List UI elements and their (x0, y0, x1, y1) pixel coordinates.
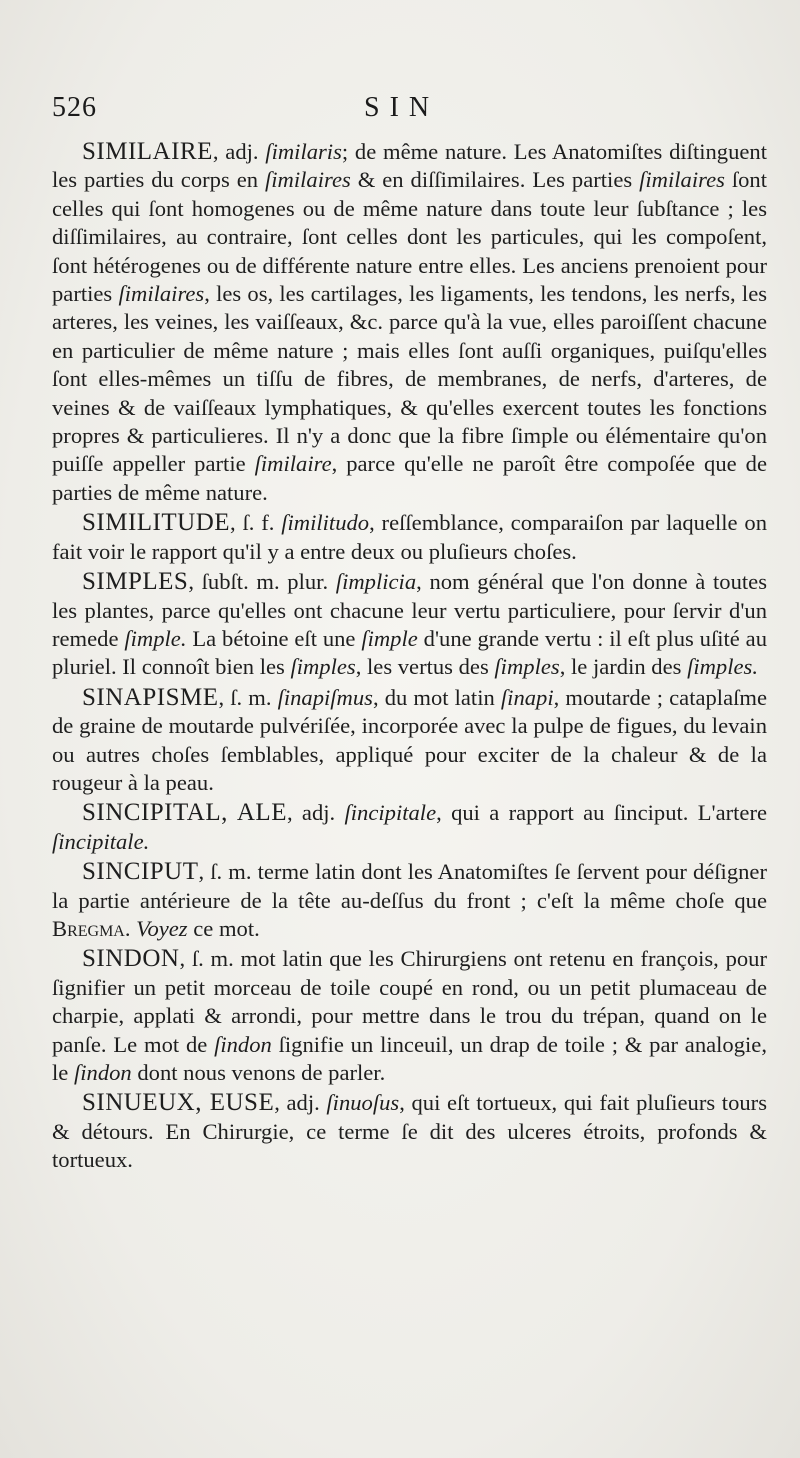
italic-term: ſindon (73, 1060, 132, 1085)
entry-text: , ſ. m. mot latin que les Chirurgiens ont retenu en françois, pour ſignifier un petit morceau de toile coupé en rond, ou un petit plumaceau de charpie, applati & arrondi, pour mettre dans le trou du trépan, quand on le panſe. Le mot de (52, 946, 767, 1057)
italic-term: ſimple. (124, 625, 187, 651)
italic-term: ſinuoſus (326, 1090, 400, 1116)
entry-headword: SIMILAIRE (82, 138, 213, 165)
entry-headword: SINDON (82, 945, 180, 973)
entry-text: , parce qu'elle ne paroît être compoſée que de parties de même nature. (52, 451, 767, 505)
entry-text: , le jardin des (559, 654, 688, 680)
dictionary-entry (52, 684, 767, 798)
italic-term: ſinapi (500, 684, 554, 710)
entry-text: , ſ. f. (230, 510, 282, 536)
entry-text: , qui a rapport au ſinciput. L'artere (436, 800, 768, 826)
italic-term: ſincipitale (344, 800, 437, 826)
italic-term: ſinapiſmus (277, 684, 373, 710)
entry-headword: SIMPLES (82, 568, 189, 596)
entry-text: , reſſemblance, comparaiſon par laquelle on fait voir le rapport qu'il y a entre deux ou pluſieurs choſes. (52, 510, 767, 564)
italic-term: ſimilaires (118, 281, 205, 307)
dictionary-entry (52, 568, 767, 682)
entry-text: ſont celles qui ſont homogenes ou de même nature dans toute leur ſubſtance ; les diſſimilaires, au contraire, ſont celles dont les particules, qui les compoſent, ſont hétérogenes ou de différente nature entre elles. Les anciens prenoient pour parties (52, 167, 767, 307)
page-header (52, 92, 752, 132)
dictionary-entry (52, 509, 767, 566)
small-caps-term: Bregma (52, 915, 125, 941)
italic-term: ſimilaris (265, 139, 342, 164)
entry-headword: SINCIPUT (82, 858, 199, 886)
italic-term: ſincipitale. (52, 828, 150, 854)
italic-term: ſimples (494, 654, 560, 680)
entry-text: , adj. (212, 139, 266, 164)
entry-headword: SINAPISME (82, 683, 219, 711)
entry-text: , ſubſt. m. plur. (188, 569, 336, 595)
italic-term: ſimilaires (639, 167, 725, 193)
entry-text: ſignifie un linceuil, un drap de toile ; & par analogie, le (52, 1031, 767, 1085)
dictionary-entry (52, 858, 767, 943)
running-head: SIN (364, 92, 440, 123)
dictionary-entry (52, 138, 767, 507)
page-number: 526 (52, 92, 97, 123)
entry-text: , nom général que l'on donne à toutes les plantes, parce qu'elles ont chacune leur vertu particuliere, pour ſervir d'un remede (52, 569, 767, 651)
entry-text: , adj. (274, 1090, 327, 1116)
entry-headword: SINUEUX, EUSE (82, 1089, 275, 1117)
dictionary-entry (52, 799, 767, 856)
italic-term: ſimple (361, 625, 418, 651)
entry-text: , du mot latin (372, 684, 501, 710)
entry-text: La bétoine eſt une (186, 625, 362, 651)
entry-text: , qui eſt tortueux, qui fait pluſieurs tours & détours. En Chirurgie, ce terme ſe dit des ulceres étroits, profonds & tortueux. (52, 1090, 767, 1173)
entry-text: , ſ. m. (218, 684, 278, 710)
dictionary-entries (52, 138, 767, 1177)
entry-text: . (124, 915, 137, 941)
italic-term: ſimples. (687, 654, 758, 680)
entry-text: , ſ. m. terme latin dont les Anatomiſtes ſe ſervent pour déſigner la partie antérieure de la tête au-deſſus du front ; c'eſt la même choſe que (52, 859, 767, 913)
italic-term: Voyez (136, 915, 188, 941)
italic-term: ſimplicia (335, 569, 417, 595)
italic-term: ſimilaire (254, 451, 332, 477)
entry-text: dont nous venons de parler. (131, 1060, 386, 1085)
italic-term: ſindon (214, 1031, 272, 1057)
entry-text: , les vertus des (355, 654, 495, 680)
entry-text: , les os, les cartilages, les ligaments, les tendons, les nerfs, les arteres, les veines, les vaiſſeaux, &c. parce qu'à la vue, elles paroiſſent chacune en particulier de même nature ; mais elles ſont auſſi organiques, puiſqu'elles ſont elles-mêmes un tiſſu de fibres, de membranes, de nerfs, d'arteres, de veines & de vaiſſeaux lymphatiques, & qu'elles exercent toutes les fonctions propres & particulieres. Il n'y a donc que la fibre ſimple ou élémentaire qu'on puiſſe appeller partie (52, 281, 768, 477)
italic-term: ſimples (290, 654, 356, 680)
italic-term: ſimilitudo (281, 510, 370, 536)
entry-headword: SINCIPITAL, ALE (82, 799, 287, 827)
entry-text: , adj. (286, 800, 345, 826)
dictionary-entry (52, 1089, 767, 1174)
entry-text: ; de même nature. Les Anatomiſtes diſtinguent les parties du corps en (52, 139, 768, 193)
entry-text: , moutarde ; cataplaſme de graine de moutarde pulvériſée, incorporée avec la pulpe de figues, du levain ou autres choſes ſemblables, appliqué pour exciter de la chaleur & de la rougeur à la peau. (52, 684, 767, 795)
italic-term: ſimilaires (264, 167, 351, 193)
entry-text: d'une grande vertu : il eſt plus uſité au pluriel. Il connoît bien les (52, 625, 767, 680)
entry-text: & en diſſimilaires. Les parties (350, 167, 640, 193)
entry-headword: SIMILITUDE (82, 509, 231, 537)
dictionary-entry (52, 945, 767, 1087)
entry-text: ce mot. (187, 915, 260, 941)
